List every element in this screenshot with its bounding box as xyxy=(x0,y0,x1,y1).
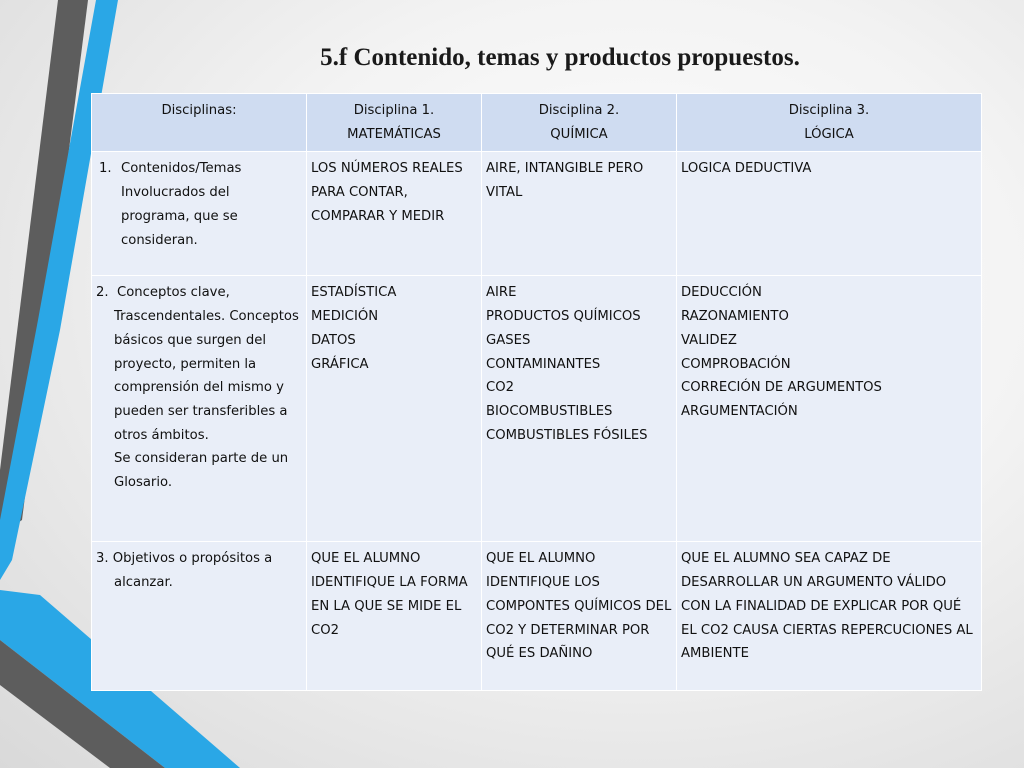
concept-item: COMBUSTIBLES FÓSILES xyxy=(486,427,648,443)
cell-quimica xyxy=(482,276,677,542)
cell-text: LOGICA DEDUCTIVA xyxy=(681,161,812,177)
cell-quimica xyxy=(482,542,677,691)
concept-item: DEDUCCIÓN xyxy=(681,285,762,301)
concept-item: CORRECIÓN DE ARGUMENTOS xyxy=(681,380,882,396)
topic-first-line: Conceptos clave, xyxy=(116,285,230,301)
cell-text: QUE EL ALUMNO IDENTIFIQUE LA FORMA EN LA QUE SE MIDE EL CO2 xyxy=(311,551,468,638)
concept-item: ARGUMENTACIÓN xyxy=(681,403,798,419)
cell-matematicas xyxy=(307,542,482,691)
table-row-objetivos xyxy=(92,542,982,691)
header-label: Disciplina 3. xyxy=(788,103,870,118)
concept-item: GASES xyxy=(486,332,531,348)
row-topic-cell xyxy=(92,542,307,691)
concept-item: COMPROBACIÓN xyxy=(681,356,791,372)
table-row-contenidos xyxy=(92,152,982,276)
row-topic-cell xyxy=(92,276,307,542)
header-label: Disciplinas: xyxy=(161,103,237,118)
header-disciplinas xyxy=(92,94,307,152)
header-disciplina-2 xyxy=(482,94,677,152)
content-table xyxy=(91,93,982,691)
topic-number: 2. xyxy=(96,285,109,301)
cell-quimica xyxy=(482,152,677,276)
concept-item: DATOS xyxy=(311,332,356,348)
concept-item: ESTADÍSTICA xyxy=(311,285,397,301)
cell-text: AIRE, INTANGIBLE PERO VITAL xyxy=(486,161,644,201)
table-row-conceptos xyxy=(92,276,982,542)
concept-item: PRODUCTOS QUÍMICOS xyxy=(486,309,641,325)
concept-item: CO2 xyxy=(486,380,514,396)
cell-text: LOS NÚMEROS REALES PARA CONTAR, COMPARAR Y MEDIR xyxy=(311,161,463,224)
topic-text: Contenidos/Temas Involucrados del programa, que se consideran. xyxy=(121,161,242,248)
cell-text: QUE EL ALUMNO IDENTIFIQUE LOS COMPONTES QUÍMICOS DEL CO2 Y DETERMINAR POR QUÉ ES DAÑINO xyxy=(486,551,672,662)
header-disciplina-1 xyxy=(307,94,482,152)
concept-item: AIRE xyxy=(486,285,517,301)
concept-item: MEDICIÓN xyxy=(311,309,379,325)
table-header-row xyxy=(92,94,982,152)
header-disciplina-3 xyxy=(677,94,982,152)
concept-item: VALIDEZ xyxy=(681,332,737,348)
concept-item: CONTAMINANTES xyxy=(486,356,601,372)
topic-number: 1. xyxy=(99,161,112,177)
topic-extra: Se consideran parte de un Glosario. xyxy=(114,451,289,491)
concept-item: GRÁFICA xyxy=(311,356,369,372)
cell-logica xyxy=(677,542,982,691)
cell-text: QUE EL ALUMNO SEA CAPAZ DE DESARROLLAR UN ARGUMENTO VÁLIDO CON LA FINALIDAD DE EXPLICAR POR QUÉ EL CO2 CAUSA CIERTAS REPERCUCIONES AL AMBIENTE xyxy=(681,551,973,662)
slide-title: 5.f Contenido, temas y productos propuestos. xyxy=(320,44,800,71)
cell-logica xyxy=(677,152,982,276)
topic-text: Trascendentales. Conceptos básicos que surgen del proyecto, permiten la comprensión del mismo y pueden ser transferibles a otros ámbitos. xyxy=(114,309,299,443)
header-subject: LÓGICA xyxy=(804,126,854,142)
cell-logica xyxy=(677,276,982,542)
cell-matematicas xyxy=(307,152,482,276)
topic-text: 3. Objetivos o propósitos a alcanzar. xyxy=(96,551,273,591)
header-label: Disciplina 1. xyxy=(353,103,435,118)
row-topic-cell xyxy=(92,152,307,276)
concept-item: RAZONAMIENTO xyxy=(681,309,789,325)
cell-matematicas xyxy=(307,276,482,542)
concept-item: BIOCOMBUSTIBLES xyxy=(486,403,613,419)
header-subject: QUÍMICA xyxy=(550,126,608,142)
header-label: Disciplina 2. xyxy=(538,103,620,118)
header-subject: MATEMÁTICAS xyxy=(347,126,441,142)
